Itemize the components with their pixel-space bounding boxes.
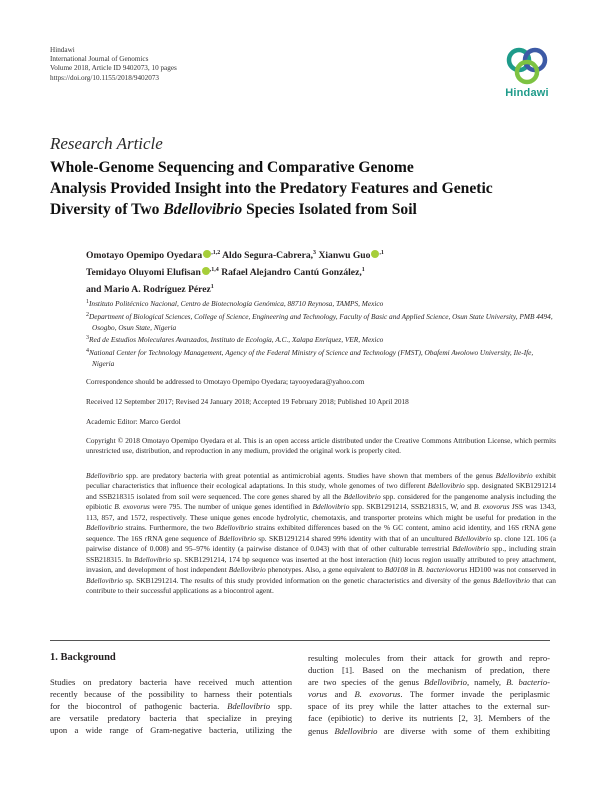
title-fragment: Species Isolated from Soil: [242, 201, 417, 218]
text-fragment: for the biocontrol of pathogenic bacteria.: [50, 701, 228, 712]
author-name[interactable]: Xianwu Guo: [318, 250, 371, 261]
author-affil: 3: [313, 250, 317, 256]
abstract-text: strains. Furthermore, the two: [122, 523, 217, 533]
text-italic: B. exovorus: [354, 689, 401, 700]
author-name[interactable]: Temidayo Oluyomi Elufisan: [86, 267, 201, 278]
author-affil: 1: [210, 284, 214, 290]
journal-name: International Journal of Genomics: [50, 55, 149, 64]
abstract-text: spp. are predatory bacteria with great potential as antimicrobial agents. Studies have shown that members of the genus: [122, 471, 496, 480]
affiliation-number: 4: [86, 348, 89, 355]
author-name[interactable]: and Mario A. Rodríguez Pérez: [86, 284, 211, 295]
abstract-italic: B. bacteriovorus: [417, 565, 468, 575]
title-line: [50, 199, 550, 220]
author-name[interactable]: Aldo Segura-Cabrera,: [222, 250, 314, 261]
text-line: [308, 688, 550, 700]
abstract-italic: Bdellovibrio: [228, 565, 266, 575]
author-name[interactable]: Rafael Alejandro Cantú González,: [221, 267, 362, 278]
text-line: [308, 725, 550, 737]
text-italic: Bdellovibrio: [424, 677, 467, 688]
abstract-text: JSS was 1343, 113, 857, and 1572, respectively. These unique genes encode hydrolytic, chemotaxis, and transporter proteins which might be useful for predation in the: [86, 502, 556, 522]
text-fragment: genus: [308, 725, 335, 736]
text-line: [50, 700, 292, 712]
text-italic: Bdellovibrio: [334, 725, 378, 736]
text-fragment: . The former invade the periplasmic: [400, 689, 550, 700]
text-line: Studies on predatory bacteria have received much attention: [50, 677, 292, 687]
orcid-icon[interactable]: [202, 267, 210, 275]
abstract-text: strains exhibited differences based on the % GC content, amino acid identity, and 16S rRNA gene sequence. The 16S rRNA gene sequence of: [86, 523, 556, 543]
text-line: resulting molecules from their attack for growth and repro-: [308, 653, 550, 663]
text-fragment: are diverse with some of them exhibiting: [377, 725, 550, 736]
abstract-text: sp. SKB1291214, 174 bp sequence was inserted at the host interaction (: [171, 554, 392, 564]
abstract-italic: Bdellovibrio: [134, 554, 172, 564]
abstract-text: sp. SKB1291214. The results of this study provided information on the genetic characteristics and diversity of the genus: [122, 575, 493, 585]
abstract-italic: Bdellovibrio: [343, 491, 381, 501]
hindawi-logo: [497, 46, 557, 104]
abstract-text: spp. considered for the pangenome analysis including the epibiotic: [86, 491, 556, 512]
abstract-italic: B. exovorus: [114, 502, 150, 512]
abstract-text: phenotypes. Also, a gene equivalent to: [265, 565, 385, 575]
abstract-text: sp. clone 12L 106 (a pairwise distance of 0.008) and 95–97% identity (a pairwise distance of 0.043) with that of other culturable terrestrial: [86, 533, 556, 554]
abstract: [86, 471, 556, 596]
abstract-italic: Bdellovibrio: [495, 471, 533, 480]
hindawi-logo-icon: [506, 46, 548, 86]
journal-info: [50, 46, 177, 83]
abstract-text: that can contribute to their successful applications as a biocontrol agent.: [86, 575, 556, 595]
abstract-text: spp., including strain SSB218315. In: [86, 544, 556, 564]
abstract-italic: Bdellovibrio: [216, 523, 253, 533]
author-affil: ,1: [379, 250, 384, 256]
abstract-italic: Bdellovibrio: [218, 533, 256, 543]
author-list: [86, 246, 556, 297]
affiliation-number: 1: [86, 299, 89, 305]
abstract-text: were 795. The number of unique genes identified in: [149, 502, 313, 512]
abstract-italic: B. exovorus: [474, 502, 510, 512]
text-line: recently because of the possibility to harness their potentials: [50, 689, 292, 700]
affiliation: [86, 333, 556, 346]
title-line: Whole-Genome Sequencing and Comparative Genome: [50, 159, 414, 176]
text-italic: vorus: [308, 689, 328, 700]
publisher-name: Hindawi: [50, 46, 75, 54]
author-affil: ,1,4: [209, 267, 219, 273]
author-affil: 1: [361, 267, 365, 273]
affiliation-number: 3: [86, 335, 89, 342]
copyright: Copyright © 2018 Omotayo Opemipo Oyedara et al. This is an open access article distributed under the Creative Commons Attribution License, which permits unrestricted use, distribution, and reproduction in any medium, provided the original work is properly cited.: [86, 436, 556, 455]
text-italic: B. bacterio-: [506, 677, 550, 688]
text-line: space of its prey while the latter attaches to the external sur-: [308, 701, 550, 712]
text-line: are versatile predatory bacteria that specialize in preying: [50, 713, 292, 724]
right-column: [308, 652, 550, 737]
text-line: face (epibiotic) to derive its nutrients [2, 3]. Members of the: [308, 713, 550, 724]
abstract-italic: Bdellovibrio: [492, 575, 530, 585]
section-divider: [50, 640, 550, 641]
text-fragment: spp.: [270, 701, 292, 712]
affiliations: [86, 297, 556, 370]
title-fragment: Diversity of Two: [50, 201, 164, 218]
affiliation: [86, 310, 556, 334]
text-fragment: , namely,: [466, 677, 507, 688]
affiliation-text: Red de Estudios Moleculares Avanzados, Instituto de Ecología, A.C., Xalapa Enríquez, VER, Mexico: [89, 335, 384, 345]
abstract-italic: Bdellovibrio: [427, 481, 465, 491]
journal-volume: Volume 2018, Article ID 9402073, 10 pages: [50, 64, 177, 73]
affiliation-text: Department of Biological Sciences, College of Science, Engineering and Technology, Faculty of Basic and Applied Science, Osun State University, PMB 4494, Osogbo, Osun State, Nigeria: [89, 311, 553, 332]
affiliation-number: 2: [86, 311, 89, 318]
text-fragment: are two species of the genus: [308, 677, 425, 688]
abstract-italic: Bd0108: [384, 565, 408, 575]
abstract-text: HD100 was not conserved in: [467, 565, 556, 575]
correspondence: Correspondence should be addressed to Omotayo Opemipo Oyedara; tayooyedara@yahoo.com: [86, 377, 365, 386]
text-line: duction [1]. Based on the mechanism of predation, there: [308, 665, 550, 676]
author-name[interactable]: Omotayo Opemipo Oyedara: [86, 250, 203, 261]
title-italic: Bdellovibrio: [163, 201, 243, 218]
doi-link[interactable]: https://doi.org/10.1155/2018/9402073: [50, 73, 160, 82]
paper-title: [50, 157, 550, 220]
abstract-text: spp. SKB1291214, SSB218315, W, and: [349, 502, 475, 512]
abstract-italic: Bdellovibrio: [312, 502, 350, 512]
abstract-italic: hit: [391, 554, 400, 564]
abstract-text: sp. SKB1291214 shared 99% identity with that of an uncultured: [255, 533, 455, 543]
text-line: [308, 676, 550, 688]
affiliation: [86, 297, 556, 310]
text-fragment: and: [327, 689, 355, 700]
abstract-text: ) locus region usually attributed to prey attachment, invasion, and development of host independent: [86, 554, 556, 575]
affiliation-text: National Center for Technology Management, Agency of the Federal Ministry of Science and Technology (FMST), Obafemi Awolowo University, Ile-Ife, Nigeria: [89, 348, 534, 368]
section-heading: 1. Background: [50, 652, 116, 663]
title-line: Analysis Provided Insight into the Predatory Features and Genetic: [50, 180, 493, 197]
dates: Received 12 September 2017; Revised 24 January 2018; Accepted 19 February 2018; Published 10 April 2018: [86, 397, 409, 406]
article-type: Research Article: [50, 134, 163, 153]
affiliation: [86, 346, 556, 370]
abstract-italic: Bdellovibrio: [86, 523, 123, 533]
abstract-italic: Bdellovibrio: [86, 471, 123, 480]
left-column: [50, 676, 292, 736]
text-italic: Bdellovibrio: [227, 701, 271, 712]
abstract-text: spp. designated SKB1291214 and SSB218315 isolated from soil were sequenced. The core genes shared by all the: [86, 481, 557, 501]
logo-text: Hindawi: [505, 87, 549, 99]
text-line: upon a wide range of Gram-negative bacteria, utilizing the: [50, 725, 292, 736]
affiliation-text: Instituto Politécnico Nacional, Centro de Biotecnología Genómica, 88710 Reynosa, TAMPS, Mexico: [89, 299, 384, 308]
abstract-text: exhibit peculiar characteristics that influence their ecological adaptations. In this study, whole genomes of two different: [86, 471, 557, 491]
academic-editor: Academic Editor: Marco Gerdol: [86, 417, 181, 426]
abstract-italic: Bdellovibrio: [454, 533, 492, 543]
abstract-italic: Bdellovibrio: [452, 544, 490, 554]
abstract-italic: Bdellovibrio: [86, 575, 123, 585]
abstract-text: in: [407, 565, 418, 575]
orcid-icon[interactable]: [203, 250, 211, 258]
author-affil: ,1,2: [211, 250, 221, 256]
